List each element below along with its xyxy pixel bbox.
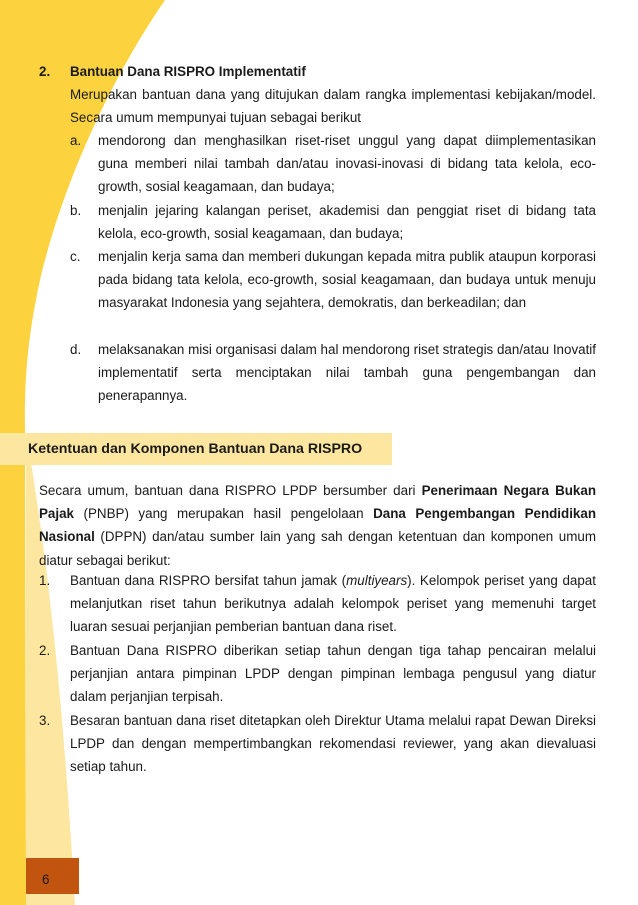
intro-bold-dppn: Dana Pengembangan Pendidikan Nasional [39, 506, 597, 545]
numbered-item-label: 1. [39, 573, 51, 588]
section-2-intro: Merupakan bantuan dana yang ditujukan dalam rangka implementasi kebijakan/model. Secara umum mempunyai tujuan sebagai berikut [70, 87, 596, 126]
numbered-item-label: 2. [39, 643, 51, 658]
list-item-text: menjalin jejaring kalangan periset, akademisi dan penggiat riset di bidang tata kelola, eco-growth, sosial keagamaan, dan budaya; [98, 203, 596, 242]
numbered-item-2 [39, 639, 596, 709]
numbered-item-3 [39, 709, 596, 779]
intro-paragraph [39, 479, 596, 572]
list-item-b [70, 199, 596, 245]
intro-text-2: (PNBP) yang merupakan hasil pengelolaan [74, 506, 374, 522]
numbered-item-1 [39, 569, 596, 639]
numbered-item-text [70, 569, 596, 639]
numbered-item-text-post: ). Kelompok periset yang dapat melanjutkan riset tahun berikutnya adalah kelompok periset yang memenuhi target luaran sesuai perjanjian pemberian bantuan dana riset. [70, 573, 596, 635]
list-item-label: d. [70, 342, 82, 357]
intro-bold-pnbp: Penerimaan Negara Bukan Pajak [39, 483, 596, 522]
page-number-box [26, 858, 79, 894]
page-number: 6 [42, 872, 50, 887]
list-item-text: menjalin kerja sama dan memberi dukungan kepada mitra publik ataupun korporasi pada bidang tata kelola, eco-growth, sosial keagamaan, dan budaya untuk menuju masyarakat Indonesia yang sejahtera, demokratis, dan berkeadilan; dan [98, 249, 596, 311]
numbered-item-text: Besaran bantuan dana riset ditetapkan oleh Direktur Utama melalui rapat Dewan Direksi LPDP dan dengan mempertimbangkan rekomendasi reviewer, yang akan dievaluasi setiap tahun. [70, 713, 596, 775]
list-item-a [70, 129, 596, 199]
list-item-label: a. [70, 133, 82, 148]
numbered-item-text-pre: Bantuan dana RISPRO bersifat tahun jamak ( [70, 573, 347, 588]
list-item-d [70, 338, 596, 408]
numbered-item-label: 3. [39, 713, 51, 728]
section-2-title-text: Bantuan Dana RISPRO Implementatif [70, 64, 306, 79]
list-item-text: mendorong dan menghasilkan riset-riset unggul yang dapat diimplementasikan guna memberi nilai tambah dan/atau inovasi-inovasi di bidang tata kelola, eco-growth, sosial keagamaan, dan budaya; [98, 133, 596, 195]
intro-text-3: (DPPN) dan/atau sumber lain yang sah dengan ketentuan dan komponen umum diatur sebagai berikut: [39, 529, 596, 568]
section-2-title [39, 60, 306, 83]
numbered-item-italic: multiyears [346, 573, 408, 588]
list-item-c [70, 245, 596, 315]
list-item-label: c. [70, 249, 81, 264]
list-item-label: b. [70, 203, 82, 218]
section-2-number: 2. [39, 64, 51, 79]
list-item-text: melaksanakan misi organisasi dalam hal mendorong riset strategis dan/atau Inovatif implementatif serta menciptakan nilai tambah guna pengembangan dan penerapannya. [98, 342, 596, 404]
intro-text-1: Secara umum, bantuan dana RISPRO LPDP bersumber dari [39, 483, 422, 498]
section-heading: Ketentuan dan Komponen Bantuan Dana RISPRO [28, 441, 363, 457]
numbered-item-text: Bantuan Dana RISPRO diberikan setiap tahun dengan tiga tahap pencairan melalui perjanjian antara pimpinan LPDP dengan pimpinan lembaga pengusul yang diatur dalam perjanjian terpisah. [70, 643, 596, 705]
